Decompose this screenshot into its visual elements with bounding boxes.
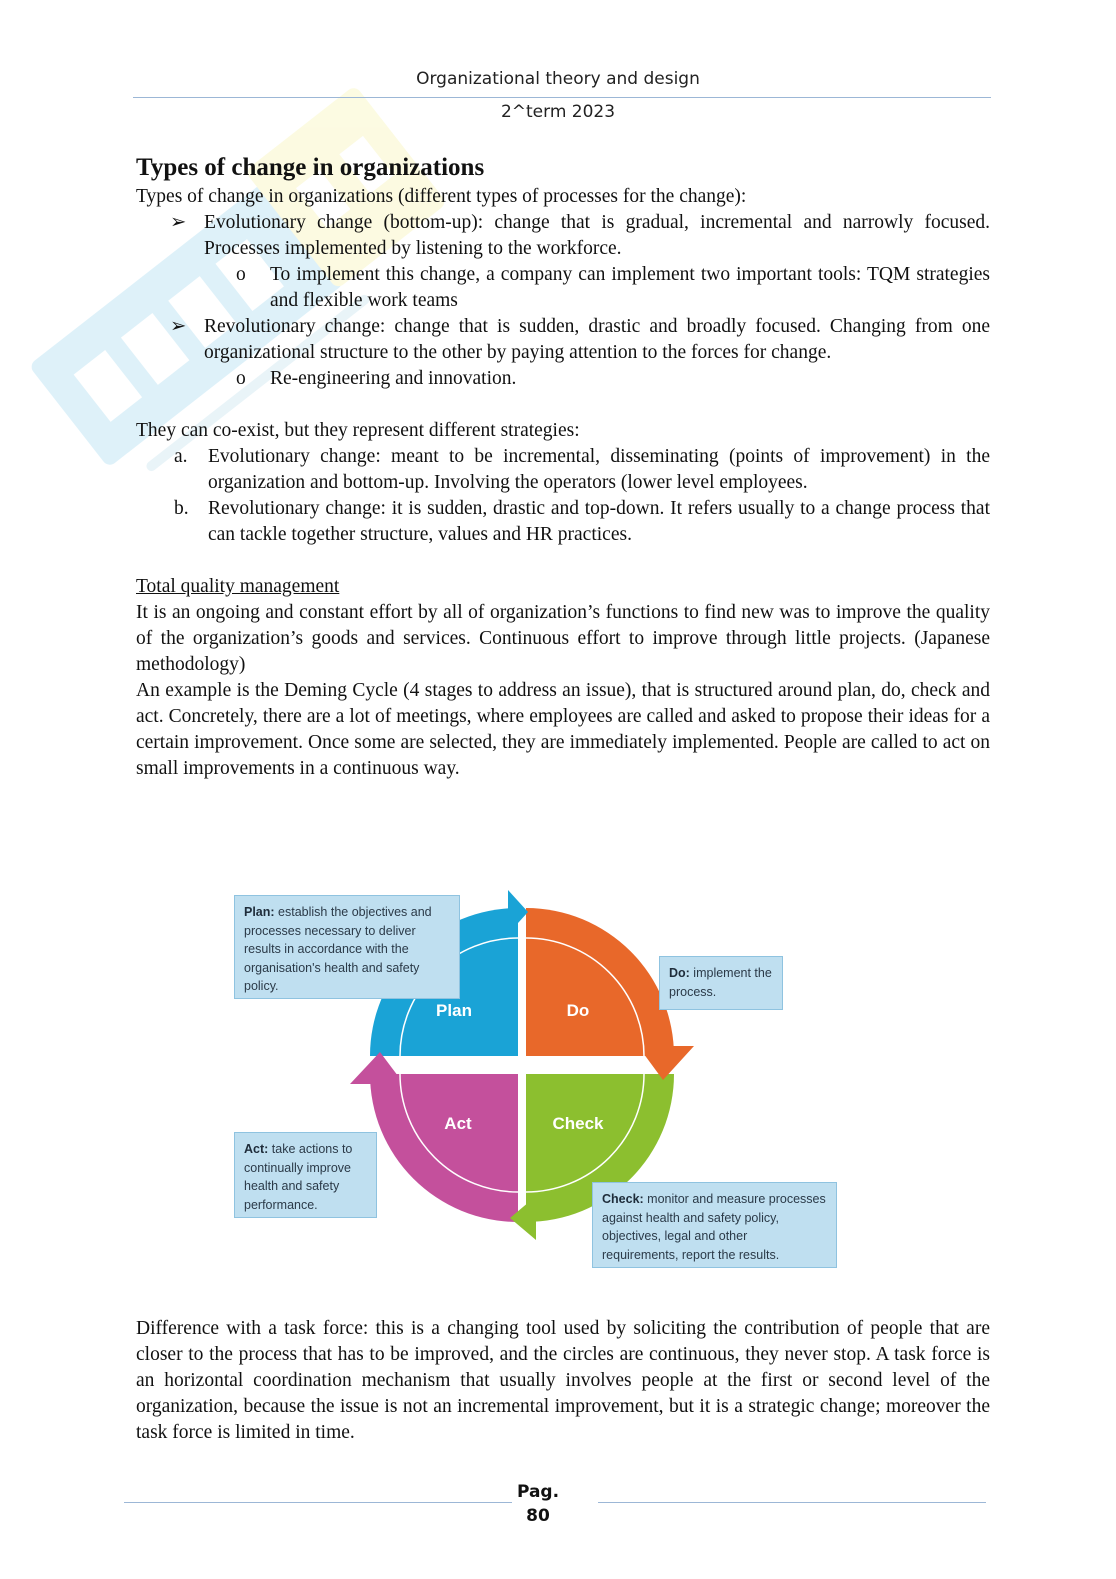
bullet-item — [136, 314, 990, 366]
bullet-text: Revolutionary change: change that is sudden, drastic and broadly focused. Changing from one organizational structure to the other by paying attention to the forces for change. — [204, 316, 990, 363]
footer-divider-right — [598, 1502, 986, 1503]
quadrant-label: Check — [552, 1114, 604, 1133]
quadrant-act — [370, 1074, 518, 1222]
list-text: Revolutionary change: it is sudden, drastic and top-down. It refers usually to a change process that can tackle together structure, values and HR practices. — [208, 498, 990, 545]
sub-bullet-text: To implement this change, a company can implement two important tools: TQM strategies and flexible work teams — [270, 264, 990, 311]
arrow-bullet-icon: ➢ — [170, 212, 187, 233]
callout-title: Check: — [602, 1192, 644, 1206]
sub-bullet-item — [136, 262, 990, 314]
sub-bullet-text: Re-engineering and innovation. — [270, 368, 517, 389]
header-divider — [133, 97, 991, 98]
callout-text: establish the objectives and processes necessary to deliver results in accordance with the organisation's health and safety policy. — [244, 905, 432, 993]
coexist-text: They can co-exist, but they represent different strategies: — [136, 420, 580, 441]
callout-title: Plan: — [244, 905, 275, 919]
bullet-item — [136, 210, 990, 262]
tqm-heading: Total quality management — [136, 576, 340, 597]
callout-plan — [234, 895, 460, 999]
circle-bullet-icon: o — [236, 264, 246, 285]
list-marker: a. — [174, 446, 188, 467]
section-intro: Types of change in organizations (different types of processes for the change): — [136, 186, 747, 207]
taskforce-section — [136, 1316, 990, 1446]
tqm-paragraph: It is an ongoing and constant effort by all of organization’s functions to find new was to improve the quality of the organization’s goods and services. Continuous effort to improve through little projects. (Japanese methodology) — [136, 602, 990, 675]
quadrant-label: Do — [566, 1001, 590, 1020]
callout-act — [234, 1132, 377, 1218]
callout-do — [659, 956, 783, 1010]
tqm-paragraph: An example is the Deming Cycle (4 stages to address an issue), that is structured around plan, do, check and act. Concretely, there are a lot of meetings, where employees are called and asked to propose their ideas for a certain improvement. Once some are selected, they are immediately implemented. People are called to act on small improvements in a continuous way. — [136, 680, 990, 779]
page-number — [500, 1480, 576, 1528]
taskforce-paragraph: Difference with a task force: this is a changing tool used by soliciting the contribution of people that are closer to the process that has to be improved, and the circles are continuous, they never stop. A task force is an horizontal coordination mechanism that usually involves people at the first or second level of the organization, because the issue is not an incremental improvement, but it is a strategic change; moreover the task force is limited in time. — [136, 1318, 990, 1443]
footer-divider-left — [124, 1502, 512, 1503]
quadrant-label: Act — [444, 1114, 472, 1133]
page-label: Pag. — [516, 1482, 560, 1502]
arrow-act-icon — [350, 1052, 404, 1084]
list-item — [136, 496, 990, 548]
callout-text: monitor and measure processes against health and safety policy, objectives, legal and other requirements, report the results. — [602, 1192, 826, 1262]
callout-text: take actions to continually improve health and safety performance. — [244, 1142, 353, 1212]
circle-bullet-icon: o — [236, 368, 246, 389]
callout-title: Do: — [669, 966, 690, 980]
quadrant-label: Plan — [436, 1001, 472, 1020]
callout-text: implement the process. — [669, 966, 772, 999]
sub-bullet-item — [136, 366, 990, 392]
quadrant-do — [526, 908, 674, 1056]
callout-check — [592, 1182, 837, 1268]
section-title: Types of change in organizations — [136, 154, 485, 181]
page-number-value: 80 — [526, 1506, 550, 1526]
callout-title: Act: — [244, 1142, 269, 1156]
main-content — [136, 152, 990, 782]
deming-cycle-figure — [220, 884, 856, 1284]
header-title: Organizational theory and design — [416, 69, 700, 89]
bullet-text: Evolutionary change (bottom-up): change that is gradual, incremental and narrowly focused. Processes implemented by listening to the workforce. — [204, 212, 990, 259]
list-text: Evolutionary change: meant to be incremental, disseminating (points of improvement) in the organization and bottom-up. Involving the operators (lower level employees. — [208, 446, 990, 493]
arrow-bullet-icon: ➢ — [170, 316, 187, 337]
list-item — [136, 444, 990, 496]
list-marker: b. — [174, 498, 189, 519]
header-term: 2^term 2023 — [500, 102, 616, 122]
